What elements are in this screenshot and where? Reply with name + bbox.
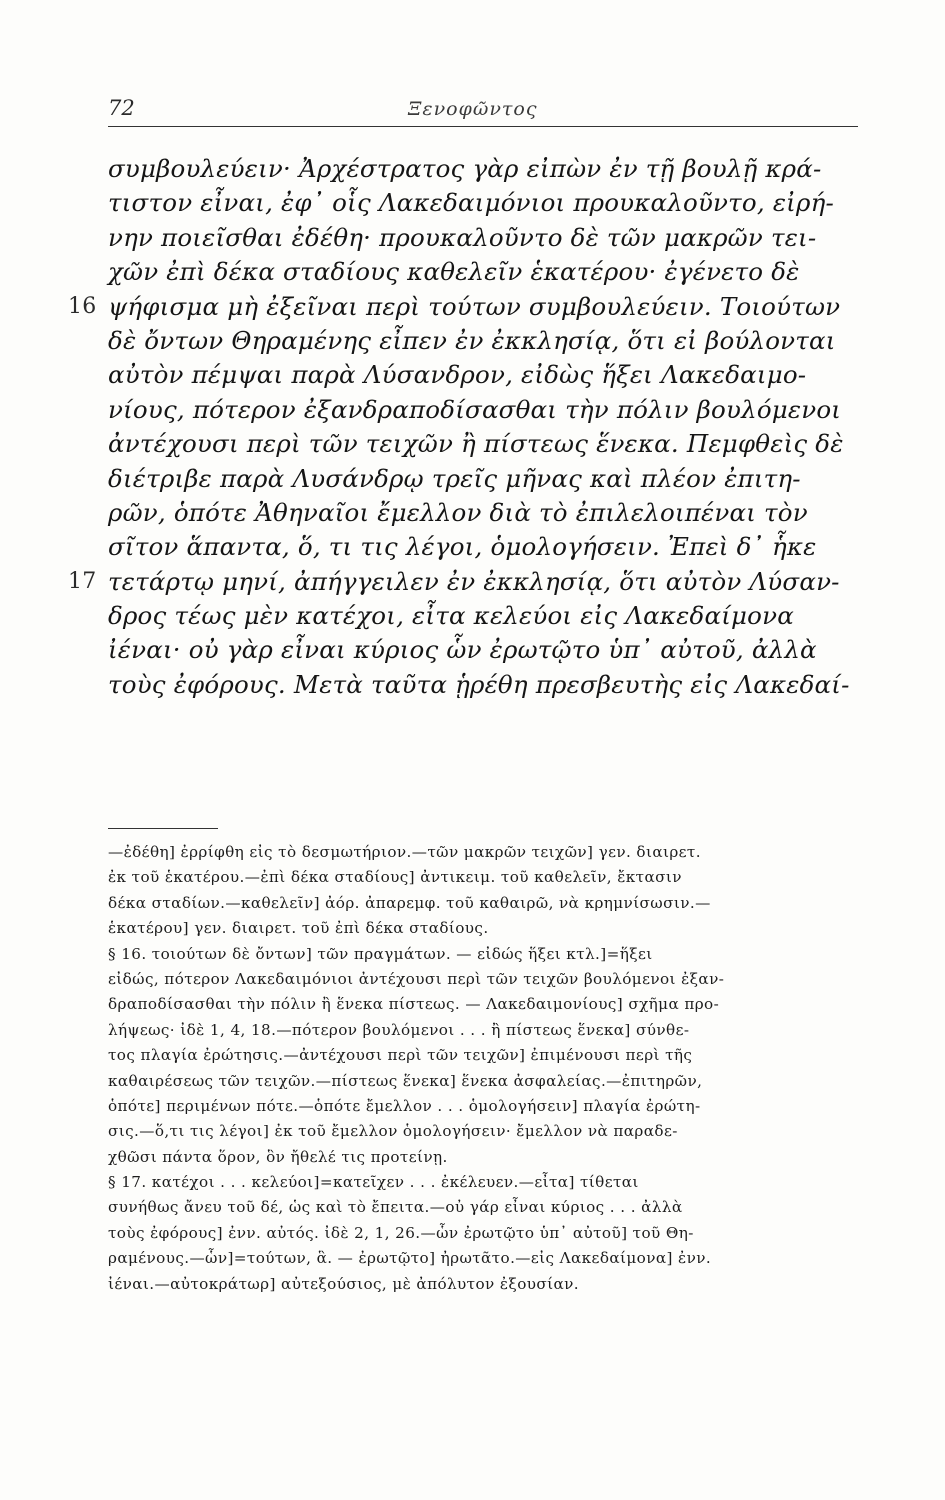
line-text: διέτριβε παρὰ Λυσάνδρῳ τρεῖς μῆνας καὶ πλέον ἐπιτη- — [108, 463, 801, 493]
text-line — [68, 290, 868, 324]
text-line — [108, 462, 868, 496]
text-line — [108, 496, 868, 530]
footnote-line: καθαιρέσεως τῶν τειχῶν.—πίστεως ἕνεκα] ἕνεκα ἀσφαλείας.—ἐπιτηρῶν, — [108, 1071, 703, 1090]
line-text: τιστον εἶναι, ἐφ᾽ οἷς Λακεδαιμόνιοι προυκαλοῦντο, εἰρή- — [108, 188, 834, 218]
line-text: σῖτον ἅπαντα, ὅ, τι τις λέγοι, ὁμολογήσειν. Ἐπεὶ δ᾽ ἧκε — [108, 532, 817, 562]
text-line — [108, 633, 868, 667]
text-line — [68, 565, 868, 599]
line-text: ψήφισμα μὴ ἐξεῖναι περὶ τούτων συμβουλεύειν. Τοιούτων — [108, 291, 841, 321]
text-line — [108, 255, 868, 289]
line-text: δρος τέως μὲν κατέχοι, εἶτα κελεύοι εἰς Λακεδαίμονα — [108, 601, 794, 631]
line-text: ἀντέχουσι περὶ τῶν τειχῶν ἢ πίστεως ἕνεκα. Πεμφθεὶς δὲ — [108, 429, 844, 459]
footnote-line: εἰδώς, πότερον Λακεδαιμόνιοι ἀντέχουσι περὶ τῶν τειχῶν βουλόμενοι ἐξαν- — [108, 969, 725, 988]
line-text: τετάρτῳ μηνί, ἀπήγγειλεν ἐν ἐκκλησίᾳ, ὅτι αὐτὸν Λύσαν- — [108, 566, 840, 596]
footnote-line: σις.—ὅ,τι τις λέγοι] ἐκ τοῦ ἔμελλον ὁμολογήσειν· ἔμελλον νὰ παραδε- — [108, 1122, 678, 1141]
footnote-line: ἐκ τοῦ ἑκατέρου.—ἐπὶ δέκα σταδίους] ἀντικειμ. τοῦ καθελεῖν, ἔκτασιν — [108, 868, 682, 887]
running-title: Ξενοφῶντος — [408, 98, 538, 120]
line-text: νην ποιεῖσθαι ἐδέθη· προυκαλοῦντο δὲ τῶν μακρῶν τει- — [108, 222, 817, 252]
text-line — [108, 427, 868, 461]
text-line — [108, 358, 868, 392]
footnote-line: δραποδίσασθαι τὴν πόλιν ἢ ἕνεκα πίστεως. — Λακεδαιμονίους] σχῆμα προ- — [108, 995, 720, 1014]
line-text: δὲ ὄντων Θηραμένης εἶπεν ἐν ἐκκλησίᾳ, ὅτι εἰ βούλονται — [108, 325, 836, 355]
footnotes — [108, 840, 878, 1297]
line-text: χῶν ἐπὶ δέκα σταδίους καθελεῖν ἑκατέρου· ἐγένετο δὲ — [108, 257, 800, 287]
footnote-line: ἑκατέρου] γεν. διαιρετ. τοῦ ἐπὶ δέκα σταδίους. — [108, 919, 489, 938]
footnote-line: § 17. κατέχοι . . . κελεύοι]=κατεῖχεν . . . ἐκέλευεν.—εἶτα] τίθεται — [108, 1173, 639, 1192]
footnote-line: ἰέναι.—αὐτοκράτωρ] αὐτεξούσιος, μὲ ἀπόλυτον ἐξουσίαν. — [108, 1274, 580, 1293]
line-text: νίους, πότερον ἐξανδραποδίσασθαι τὴν πόλιν βουλόμενοι — [108, 394, 842, 424]
footnote-line: δέκα σταδίων.—καθελεῖν] ἀόρ. ἀπαρεμφ. τοῦ καθαιρῶ, νὰ κρημνίσωσιν.— — [108, 893, 711, 912]
footnote-line: χθῶσι πάντα ὅρον, ὃν ἤθελέ τις προτείνῃ. — [108, 1147, 448, 1166]
page-header — [108, 96, 858, 126]
text-line — [108, 221, 868, 255]
text-line — [108, 324, 868, 358]
header-rule — [108, 126, 858, 127]
text-line — [108, 393, 868, 427]
section-number: 17 — [68, 568, 97, 594]
main-text — [68, 152, 868, 702]
line-text: συμβουλεύειν· Ἀρχέστρατος γὰρ εἰπὼν ἐν τῇ βουλῇ κρά- — [108, 154, 822, 183]
text-line — [108, 152, 868, 186]
footnote-line: λήψεως· ἰδὲ 1, 4, 18.—πότερον βουλόμενοι . . . ἢ πίστεως ἕνεκα] σύνθε- — [108, 1020, 690, 1039]
footnote-line: τος πλαγία ἐρώτησις.—ἀντέχουσι περὶ τῶν τειχῶν] ἐπιμένουσι περὶ τῆς — [108, 1046, 693, 1065]
line-text: τοὺς ἐφόρους. Μετὰ ταῦτα ᾑρέθη πρεσβευτὴς εἰς Λακεδαί- — [108, 669, 850, 699]
line-text: αὐτὸν πέμψαι παρὰ Λύσανδρον, εἰδὼς ἥξει Λακεδαιμο- — [108, 360, 807, 390]
page-number: 72 — [108, 96, 135, 120]
line-text: ρῶν, ὁπότε Ἀθηναῖοι ἔμελλον διὰ τὸ ἐπιλελοιπέναι τὸν — [108, 497, 808, 527]
footnote-line: § 16. τοιούτων δὲ ὄντων] τῶν πραγμάτων. — εἰδώς ἥξει κτλ.]=ἥξει — [108, 944, 653, 963]
section-number: 16 — [68, 293, 97, 319]
text-line — [108, 599, 868, 633]
footnote-rule — [108, 828, 218, 829]
text-line — [108, 530, 868, 564]
text-line — [108, 668, 868, 702]
footnote-line: ὁπότε] περιμένων πότε.—ὁπότε ἔμελλον . . . ὁμολογήσειν] πλαγία ἐρώτη- — [108, 1096, 701, 1115]
footnote-line: συνήθως ἄνευ τοῦ δέ, ὡς καὶ τὸ ἔπειτα.—οὐ γάρ εἶναι κύριος . . . ἀλλὰ — [108, 1198, 683, 1217]
text-line — [108, 186, 868, 220]
footnote-line: —ἐδέθη] ἐρρίφθη εἰς τὸ δεσμωτήριον.—τῶν μακρῶν τειχῶν] γεν. διαιρετ. — [108, 843, 701, 861]
footnote-line: ραμένους.—ὧν]=τούτων, ἃ. — ἐρωτῷτο] ἠρωτᾶτο.—εἰς Λακεδαίμονα] ἐνν. — [108, 1249, 712, 1268]
line-text: ἰέναι· οὐ γὰρ εἶναι κύριος ὧν ἐρωτῷτο ὑπ᾽ αὐτοῦ, ἀλλὰ — [108, 635, 817, 665]
footnote-line: τοὺς ἐφόρους] ἐνν. αὐτός. ἰδὲ 2, 1, 26.—ὧν ἐρωτῷτο ὑπ᾽ αὐτοῦ] τοῦ Θη- — [108, 1223, 694, 1242]
